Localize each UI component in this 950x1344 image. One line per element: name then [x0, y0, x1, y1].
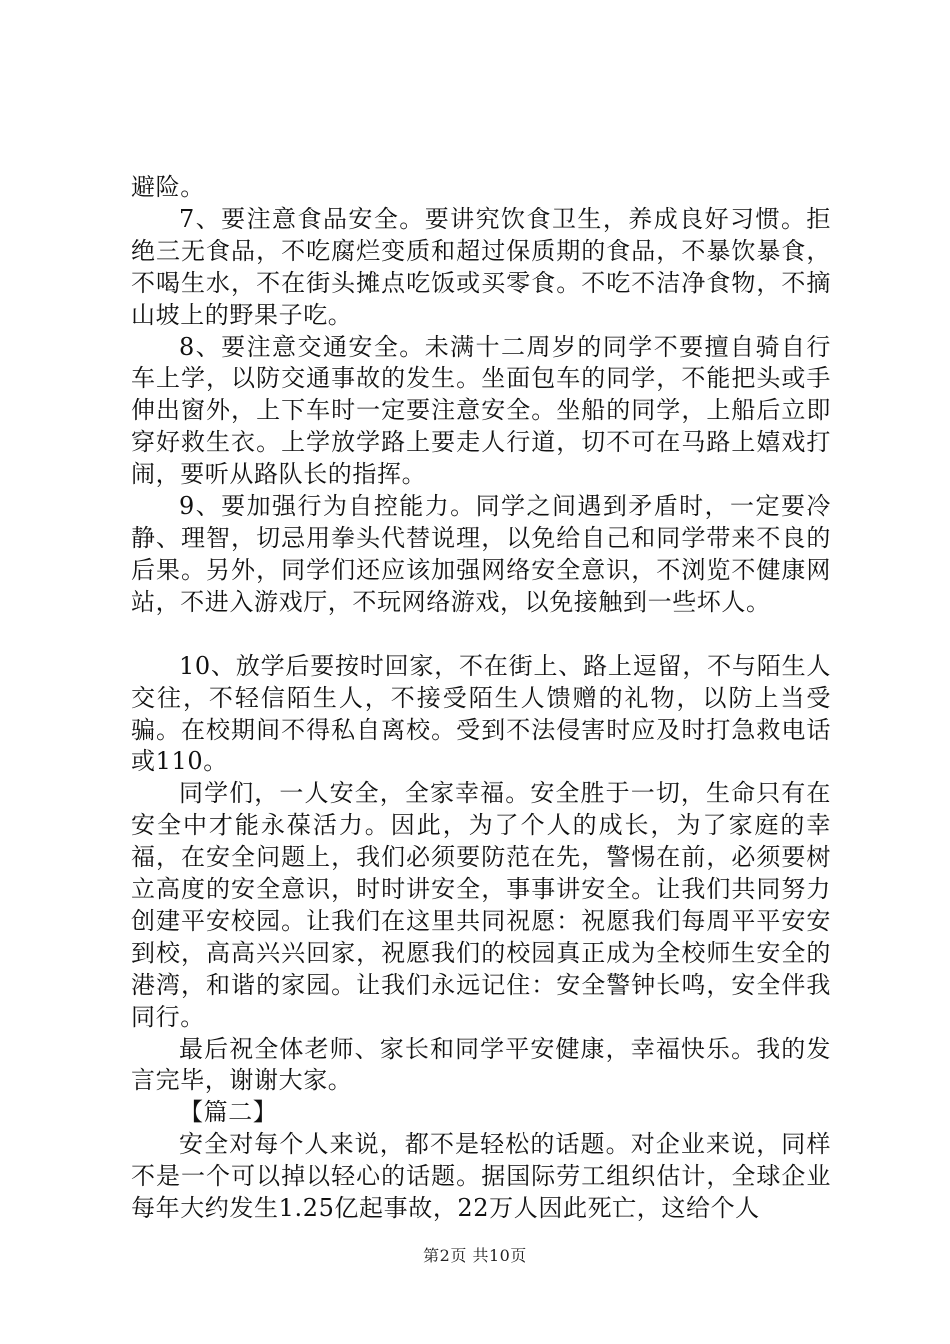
page-number-footer: 第2页 共10页: [423, 1246, 527, 1265]
paragraph-gap: [131, 619, 831, 651]
paragraph-item-9: 9、要加强行为自控能力。同学之间遇到矛盾时，一定要冷静、理智，切忌用拳头代替说理，以免给自己和同学带来不良的后果。另外，同学们还应该加强网络安全意识，不浏览不健康网站，不进入游戏厅，不玩网络游戏，以免接触到一些坏人。: [131, 492, 831, 616]
section-heading: 【篇二】: [179, 1098, 278, 1127]
paragraph-item-8: 8、要注意交通安全。未满十二周岁的同学不要擅自骑自行车上学，以防交通事故的发生。坐面包车的同学，不能把头或手伸出窗外，上下车时一定要注意安全。坐船的同学，上船后立即穿好救生衣。上学放学路上要走人行道，切不可在马路上嬉戏打闹，要听从路队长的指挥。: [131, 332, 831, 489]
paragraph-item-10: 10、放学后要按时回家，不在街上、路上逗留，不与陌生人交往，不轻信陌生人，不接受陌生人馈赠的礼物，以防上当受骗。在校期间不得私自离校。受到不法侵害时应及时打急救电话或110。: [131, 651, 831, 776]
paragraph-section-two-intro: 安全对每个人来说，都不是轻松的话题。对企业来说，同样不是一个可以掉以轻心的话题。据国际劳工组织估计，全球企业每年大约发生1.25亿起事故，22万人因此死亡，这给个人: [131, 1130, 831, 1223]
paragraph-continuation: 避险。: [131, 173, 205, 201]
paragraph-item-7: 7、要注意食品安全。要讲究饮食卫生，养成良好习惯。拒绝三无食品，不吃腐烂变质和超过保质期的食品，不暴饮暴食，不喝生水，不在街头摊点吃饭或买零食。不吃不洁净食物，不摘山坡上的野果子吃。: [131, 204, 831, 329]
paragraph-closing: 最后祝全体老师、家长和同学平安健康，幸福快乐。我的发言完毕，谢谢大家。: [131, 1034, 831, 1095]
paragraph-appeal: 同学们，一人安全，全家幸福。安全胜于一切，生命只有在安全中才能永葆活力。因此，为了个人的成长，为了家庭的幸福，在安全问题上，我们必须要防范在先，警惕在前，必须要树立高度的安全意识，时时讲安全，事事讲安全。让我们共同努力创建平安校园。让我们在这里共同祝愿：祝愿我们每周平平安安到校，高高兴兴回家，祝愿我们的校园真正成为全校师生安全的港湾，和谐的家园。让我们永远记住：安全警钟长鸣，安全伴我同行。: [131, 779, 831, 1031]
document-body: [131, 172, 831, 1225]
